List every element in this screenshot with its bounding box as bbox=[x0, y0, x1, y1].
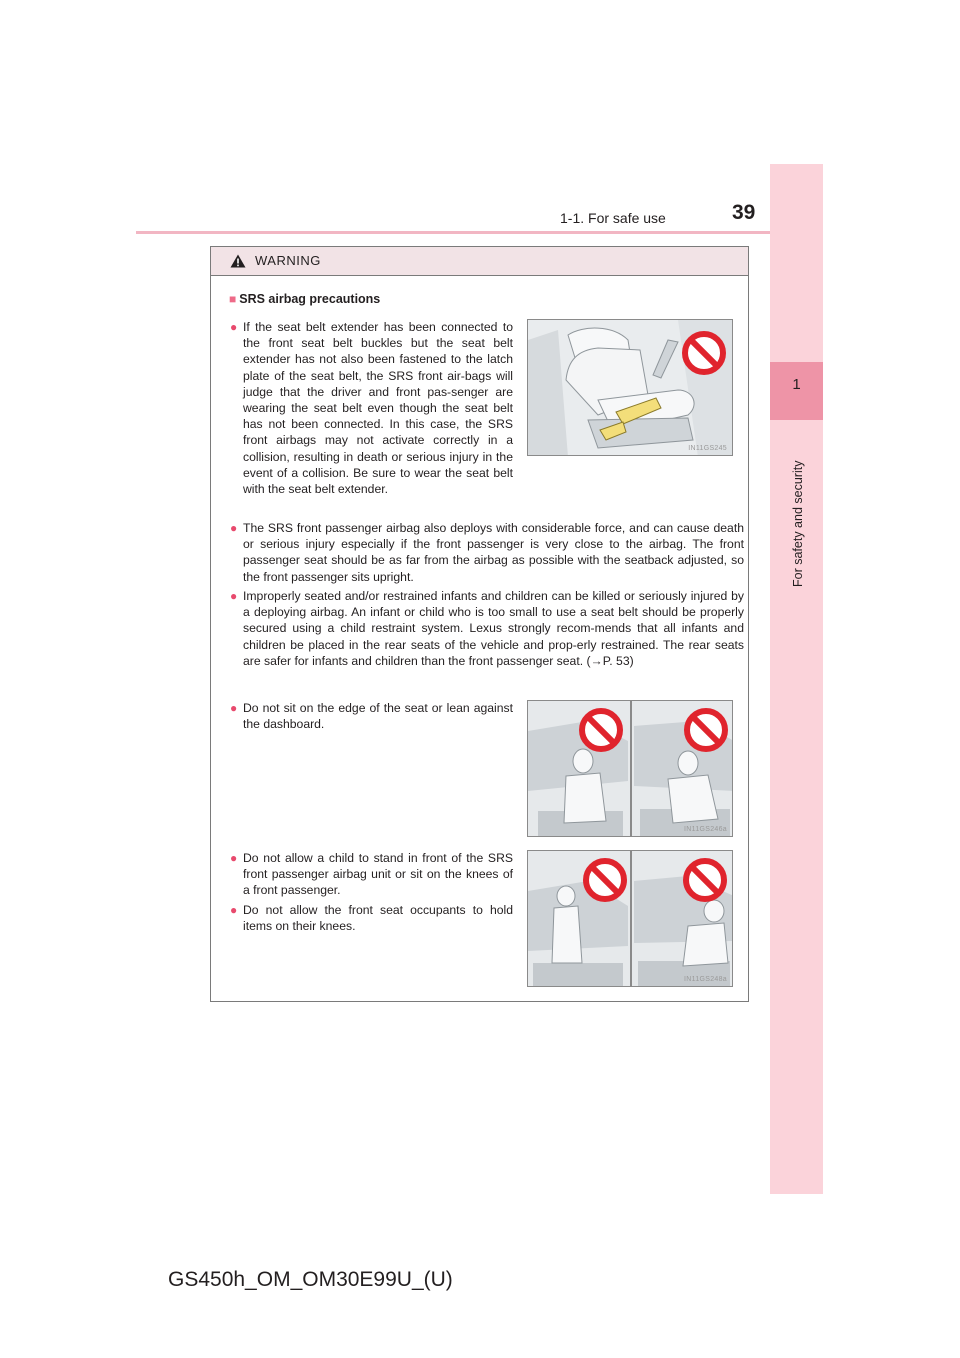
bullet-dot-icon: ● bbox=[230, 851, 238, 865]
bullet-text: Improperly seated and/or restrained infants and children can be killed or seriously injured by a deploying airbag. An infant or child who is too small to use a seat belt should be properly secured using a child restraint system. Lexus strongly recom-mends that all infants and children be placed in the rear seats of the vehicle and prop-erly restrained. The rear seats are safer for infants and children than the front passenger seat. (→P. 53) bbox=[243, 589, 744, 668]
warning-bullet bbox=[230, 319, 513, 497]
subheading-text: SRS airbag precautions bbox=[239, 292, 381, 306]
chapter-number: 1 bbox=[792, 376, 801, 393]
document-id: GS450h_OM_OM30E99U_(U) bbox=[168, 1268, 453, 1291]
prohibition-icon bbox=[582, 857, 628, 903]
warning-box bbox=[210, 246, 749, 1002]
warning-subheading bbox=[229, 292, 380, 306]
warning-header bbox=[211, 247, 748, 276]
prohibition-icon bbox=[682, 857, 728, 903]
warning-bullet bbox=[230, 850, 513, 899]
warning-bullet bbox=[230, 700, 513, 732]
prohibition-icon bbox=[681, 330, 727, 376]
warning-bullet bbox=[230, 902, 513, 934]
warning-triangle-icon bbox=[230, 254, 246, 268]
figure-seat-belt-extender bbox=[527, 319, 733, 456]
warning-bullet bbox=[230, 588, 744, 669]
bullet-text: Do not allow the front seat occupants to hold items on their knees. bbox=[243, 903, 513, 934]
bullet-dot-icon: ● bbox=[230, 903, 238, 917]
bullet-text: Do not allow a child to stand in front of the SRS front passenger airbag unit or sit on the knees of a front passenger. bbox=[243, 851, 513, 898]
chapter-title: For safety and security bbox=[791, 460, 805, 587]
figure-code: IN11GS248a bbox=[684, 976, 727, 983]
chapter-number-tab bbox=[770, 362, 823, 420]
figure-edge-of-seat bbox=[527, 700, 733, 837]
bullet-dot-icon: ● bbox=[230, 320, 238, 334]
bullet-dot-icon: ● bbox=[230, 589, 238, 603]
bullet-text: Do not sit on the edge of the seat or lean against the dashboard. bbox=[243, 701, 513, 732]
chapter-side-tab bbox=[770, 164, 823, 1194]
figure-code: IN11GS245 bbox=[688, 445, 727, 452]
chapter-title-tab bbox=[787, 432, 807, 592]
header-rule bbox=[136, 231, 822, 234]
figure-code: IN11GS246a bbox=[684, 826, 727, 833]
section-title: 1-1. For safe use bbox=[560, 210, 666, 226]
bullet-dot-icon: ● bbox=[230, 701, 238, 715]
warning-title: WARNING bbox=[255, 253, 321, 268]
warning-bullet bbox=[230, 520, 744, 585]
square-bullet-icon: ■ bbox=[229, 292, 237, 306]
prohibition-icon bbox=[683, 707, 729, 753]
page-number: 39 bbox=[732, 201, 756, 224]
figure-child-standing bbox=[527, 850, 733, 987]
bullet-text: The SRS front passenger airbag also deploys with considerable force, and can cause death or serious injury especially if the front passenger is very close to the airbag. The front passenger seat should be as far from the airbag as possible with the seatback adjusted, so the front passenger sits upright. bbox=[243, 521, 744, 584]
bullet-text: If the seat belt extender has been connected to the front seat belt buckles but the seat belt extender has not also been fastened to the latch plate of the seat belt, the SRS front air-bags will judge that the driver and front pas-senger are wearing the seat belt even though the seat belt has not been connected. In this case, the SRS front airbags may not activate correctly in a collision, resulting in death or serious injury in the event of a collision. Be sure to wear the seat belt with the seat belt extender. bbox=[243, 320, 513, 497]
bullet-dot-icon: ● bbox=[230, 521, 238, 535]
prohibition-icon bbox=[578, 707, 624, 753]
